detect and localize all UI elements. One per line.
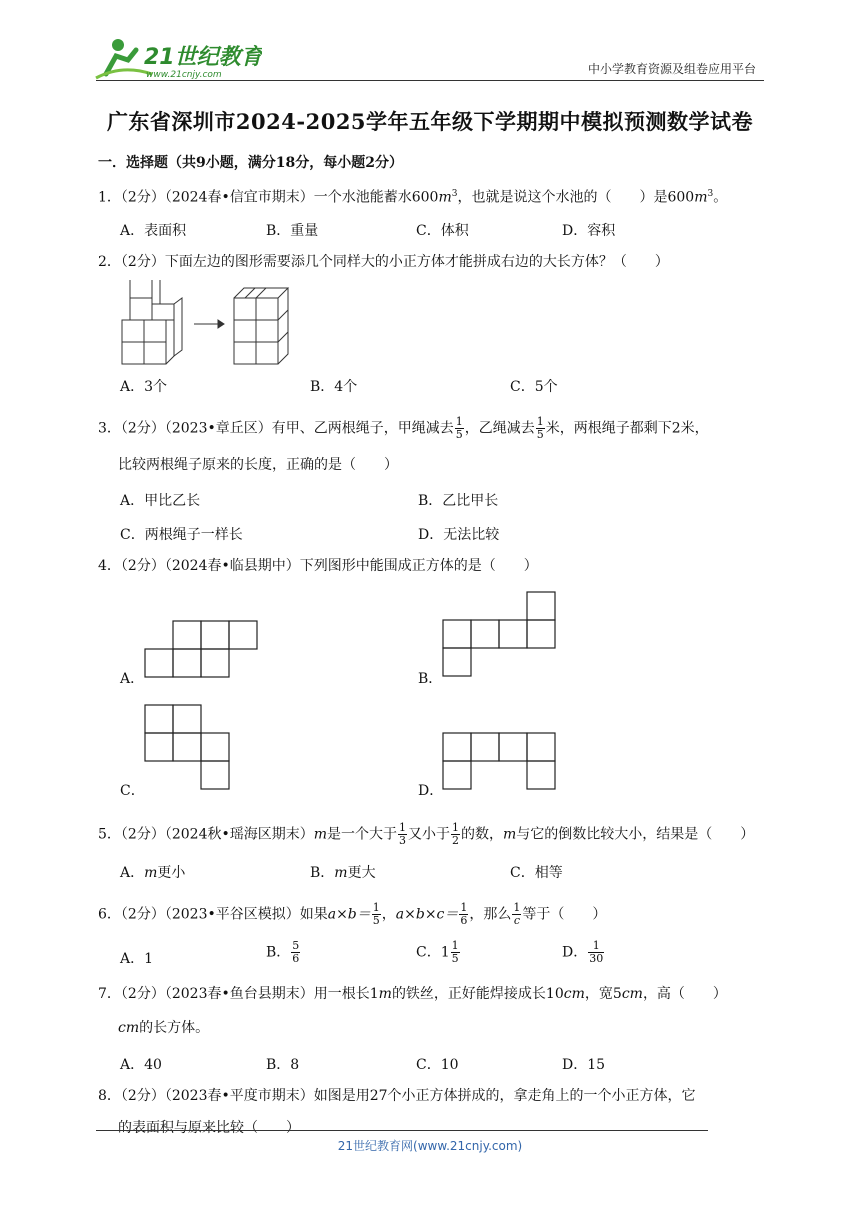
q4-net-a	[144, 620, 264, 684]
question-6: 6．（2分）（2023•平谷区模拟）如果a×b＝ $\frac{1}{5}$ ，a×b×c＝ $\frac{1}{6}$ ，那么 $\frac{1}{c}$ 等于（ ）	[98, 901, 607, 927]
fraction: $\frac{1}{c}$	[513, 901, 521, 927]
header-divider	[96, 80, 764, 81]
q2-cube-figure	[118, 280, 308, 374]
q6-option-a: A．1	[120, 951, 154, 967]
q2-option-b: B．4个	[310, 379, 358, 395]
page-title: 广东省深圳市2024-2025学年五年级下学期期中模拟预测数学试卷	[106, 109, 754, 134]
fraction: $\frac{1}{3}$	[399, 821, 407, 847]
q5-option-c: C．相等	[510, 865, 563, 881]
q4-option-a: A．	[120, 671, 145, 687]
q4-net-b	[442, 591, 562, 685]
q3-option-b: B．乙比甲长	[418, 493, 499, 509]
question-2: 2．（2分）下面左边的图形需要添几个同样大的小正方体才能拼成右边的大长方体？（ ）	[98, 254, 669, 270]
q1-option-b: B．重量	[266, 223, 319, 239]
q3-option-a: A．甲比乙长	[120, 493, 201, 509]
fraction: $\frac{1}{5}$	[372, 901, 380, 927]
q2-option-a: A．3个	[120, 379, 168, 395]
q7-option-b: B．8	[266, 1057, 300, 1073]
q7-option-a: A．40	[120, 1057, 162, 1073]
q4-option-c: C．	[120, 783, 145, 799]
q4-option-b: B．	[418, 671, 443, 687]
q6-option-b: B． $\frac{5}{6}$	[266, 939, 300, 965]
fraction: $\frac{1}{2}$	[452, 821, 460, 847]
question-5: 5．（2分）（2024秋•瑶海区期末）m是一个大于 $\frac{1}{3}$ 又小于 $\frac{1}{2}$ 的数，m与它的倒数比较大小，结果是（ ）	[98, 821, 755, 847]
q1-option-c: C．体积	[416, 223, 469, 239]
question-4: 4．（2分）（2024春•临县期中）下列图形中能围成正方体的是（ ）	[98, 558, 538, 574]
section-heading: 一．选择题（共9小题，满分18分，每小题2分）	[98, 155, 403, 171]
q3-option-d: D．无法比较	[418, 527, 500, 543]
q4-net-d	[442, 732, 562, 798]
q5-option-b: B．m更大	[310, 865, 376, 881]
question-1: 1．（2分）（2024春•信宜市期末）一个水池能蓄水$600m^3$，也就是说这个水池的（ ）是$600m^3$。	[98, 189, 728, 206]
question-8-line2: 的表面积与原来比较（ ）	[118, 1120, 300, 1136]
logo-sub-text: www.21cnjy.com	[146, 70, 222, 80]
q4-net-c	[144, 704, 244, 798]
q7-option-d: D．15	[562, 1057, 606, 1073]
q3-option-c: C．两根绳子一样长	[120, 527, 243, 543]
fraction: $\frac{1}{5}$	[455, 415, 463, 441]
platform-name: 中小学教育资源及组卷应用平台	[587, 62, 756, 76]
logo-main-text: 21世纪教育	[144, 45, 262, 70]
q5-option-a: A．m更小	[120, 865, 186, 881]
fraction: $\frac{1}{6}$	[460, 901, 468, 927]
footer-divider	[96, 1130, 708, 1131]
fraction: $\frac{1}{5}$	[536, 415, 544, 441]
q6-option-c: C．1 $\frac{1}{5}$	[416, 939, 459, 965]
q4-option-d: D．	[418, 783, 444, 799]
question-7: 7．（2分）（2023春•鱼台县期末）用一根长1m的铁丝，正好能焊接成长10cm，宽5cm，高（ ）	[98, 986, 727, 1002]
q7-option-c: C．10	[416, 1057, 459, 1073]
footer-link[interactable]: 21世纪教育网(www.21cnjy.com)	[337, 1139, 523, 1153]
question-3: 3．（2分）（2023•章丘区）有甲、乙两根绳子，甲绳减去 $\frac{1}{5}$ ，乙绳减去 $\frac{1}{5}$ 米，两根绳子都剩下2米，	[98, 415, 709, 441]
site-logo	[92, 34, 262, 84]
question-3-line2: 比较两根绳子原来的长度，正确的是（ ）	[118, 457, 398, 473]
q2-option-c: C．5个	[510, 379, 558, 395]
q6-option-d: D． $\frac{1}{30}$	[562, 939, 604, 965]
q1-option-a: A．表面积	[120, 223, 187, 239]
q1-option-d: D．容积	[562, 223, 616, 239]
question-7-line2: cm的长方体。	[118, 1020, 210, 1036]
question-8: 8．（2分）（2023春•平度市期末）如图是用27个小正方体拼成的，拿走角上的一个小正方体，它	[98, 1088, 696, 1104]
